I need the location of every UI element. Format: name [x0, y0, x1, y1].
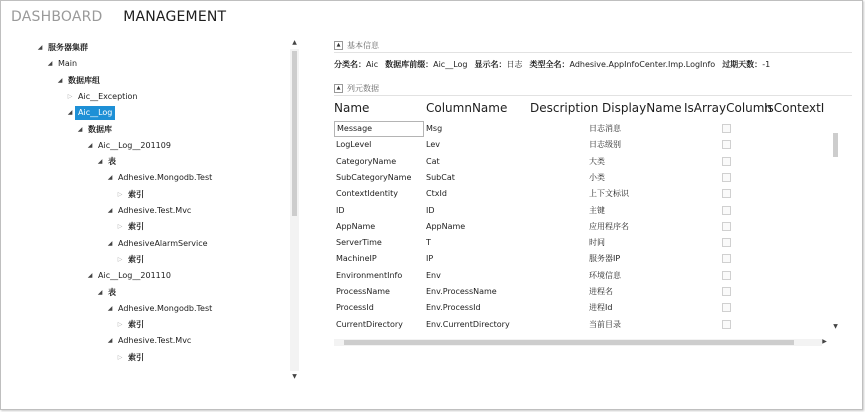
tree-node-label[interactable]: Adhesive.Mongodb.Test: [118, 303, 213, 313]
tree-node-label[interactable]: Adhesive.Test.Mvc: [118, 206, 192, 215]
cell-display-name[interactable]: 日志级别: [589, 140, 621, 150]
column-header[interactable]: Description: [530, 101, 599, 115]
info-key: 显示名：: [474, 60, 507, 69]
cell-display-name[interactable]: 服务器IP: [589, 254, 621, 264]
cell-display-name[interactable]: 日志消息: [589, 124, 621, 133]
cell-column-name[interactable]: CtxId: [426, 189, 447, 199]
tree-scroll-up-icon[interactable]: ▲: [292, 39, 297, 46]
cell-name[interactable]: ProcessId: [336, 303, 374, 313]
grid-scrollbar[interactable]: [831, 119, 840, 327]
info-key: 类型全名：: [529, 60, 570, 69]
cell-name[interactable]: AppName: [336, 221, 376, 231]
expanded-icon[interactable]: ◢: [87, 141, 93, 149]
is-array-checkbox[interactable]: [722, 140, 731, 149]
is-array-checkbox[interactable]: [722, 124, 731, 133]
column-header[interactable]: IsContextI: [764, 101, 825, 115]
is-array-checkbox[interactable]: [722, 287, 731, 296]
table-row[interactable]: [334, 121, 834, 137]
tree-node-label[interactable]: 索引: [128, 352, 144, 362]
is-array-checkbox[interactable]: [722, 157, 731, 166]
tree-node-label[interactable]: Aic__Log: [75, 106, 115, 120]
tree-node-label[interactable]: 表: [108, 157, 116, 167]
is-array-checkbox[interactable]: [722, 173, 731, 182]
tree-node-label[interactable]: 索引: [128, 189, 144, 199]
collapsed-icon[interactable]: ▷: [117, 190, 123, 198]
cell-display-name[interactable]: 时间: [589, 238, 605, 248]
column-header[interactable]: ColumnName: [426, 101, 508, 115]
cell-column-name[interactable]: IP: [426, 254, 434, 264]
cell-display-name[interactable]: 环境信息: [589, 270, 621, 280]
tree-node[interactable]: [65, 106, 115, 120]
collapsed-icon[interactable]: ▷: [67, 92, 73, 100]
cell-column-name[interactable]: T: [426, 238, 431, 248]
tree-node[interactable]: [105, 302, 215, 316]
tree-node-label[interactable]: 服务器集群: [48, 43, 88, 52]
tree-scrollbar[interactable]: [290, 49, 299, 371]
tree-node-label[interactable]: 索引: [128, 254, 144, 264]
expanded-icon[interactable]: ◢: [37, 44, 43, 51]
collapse-icon[interactable]: ▲: [334, 41, 343, 50]
columns-title: 列元数据: [347, 84, 379, 93]
expanded-icon[interactable]: ◢: [47, 60, 53, 68]
tree-node-label[interactable]: 表: [108, 287, 116, 297]
grid-hscroll-thumb[interactable]: [344, 340, 794, 345]
cell-name[interactable]: ContextIdentity: [336, 189, 398, 199]
is-array-checkbox[interactable]: [722, 320, 731, 329]
tree-node[interactable]: [105, 237, 211, 251]
cell-column-name[interactable]: Env: [426, 270, 441, 280]
tree-node[interactable]: [95, 155, 119, 169]
info-value: -1: [762, 60, 771, 69]
table-row[interactable]: [334, 186, 834, 202]
cell-name[interactable]: ProcessName: [336, 287, 390, 296]
tree-node[interactable]: [85, 269, 174, 283]
tree-node[interactable]: [115, 318, 147, 332]
cell-name[interactable]: Message: [334, 121, 424, 137]
tree-scroll-thumb[interactable]: [292, 51, 297, 216]
tree-node[interactable]: [105, 171, 215, 185]
tree-scroll-down-icon[interactable]: ▼: [292, 373, 297, 380]
tree-node[interactable]: [65, 90, 140, 104]
collapsed-icon[interactable]: ▷: [117, 321, 123, 329]
info-value: 日志: [506, 60, 523, 69]
column-header[interactable]: Name: [334, 101, 370, 115]
expanded-icon[interactable]: ◢: [107, 239, 113, 247]
column-header[interactable]: DisplayName: [602, 101, 682, 115]
basic-info-title: 基本信息: [347, 41, 379, 50]
expanded-icon[interactable]: ◢: [77, 125, 83, 133]
cell-name[interactable]: ServerTime: [336, 238, 382, 248]
is-array-checkbox[interactable]: [722, 271, 731, 280]
cell-name[interactable]: SubCategoryName: [336, 172, 412, 182]
expanded-icon[interactable]: ◢: [107, 304, 113, 312]
table-row[interactable]: [334, 284, 834, 300]
tree-node-label[interactable]: 索引: [128, 320, 144, 330]
cell-column-name[interactable]: ID: [426, 205, 435, 215]
cell-display-name[interactable]: 小类: [589, 172, 605, 182]
column-header[interactable]: IsArrayColumn: [684, 101, 773, 115]
tree-node[interactable]: [105, 334, 194, 348]
cell-display-name[interactable]: 当前目录: [589, 319, 621, 329]
tree-node-label[interactable]: AdhesiveAlarmService: [118, 238, 208, 248]
nav-management[interactable]: MANAGEMENT: [123, 9, 227, 25]
table-row[interactable]: [334, 170, 834, 186]
tree-node[interactable]: [115, 220, 147, 234]
info-key: 数据库前缀：: [385, 60, 434, 69]
tree-node-label[interactable]: Adhesive.Test.Mvc: [118, 336, 192, 346]
cell-column-name[interactable]: Msg: [426, 124, 443, 133]
info-key: 分类名：: [334, 60, 366, 69]
expanded-icon[interactable]: ◢: [107, 337, 113, 345]
is-array-checkbox[interactable]: [722, 189, 731, 198]
cell-column-name[interactable]: Env.CurrentDirectory: [426, 319, 510, 329]
server-tree[interactable]: [1, 39, 299, 384]
expanded-icon[interactable]: ◢: [87, 272, 93, 280]
cell-column-name[interactable]: Cat: [426, 156, 440, 166]
grid-hscrollbar[interactable]: [334, 339, 822, 346]
expanded-icon[interactable]: ◢: [97, 158, 103, 166]
cell-name[interactable]: LogLevel: [336, 140, 372, 150]
is-array-checkbox[interactable]: [722, 206, 731, 215]
tree-node[interactable]: [115, 188, 147, 202]
grid-scroll-thumb[interactable]: [833, 133, 838, 157]
is-array-checkbox[interactable]: [722, 254, 731, 263]
cell-name[interactable]: CategoryName: [336, 156, 397, 166]
collapsed-icon[interactable]: ▷: [117, 255, 123, 263]
is-array-checkbox[interactable]: [722, 238, 731, 247]
tree-node[interactable]: [115, 351, 147, 365]
expanded-icon[interactable]: ◢: [97, 288, 103, 296]
tree-node[interactable]: [95, 286, 119, 300]
table-row[interactable]: [334, 137, 834, 153]
tree-node-label[interactable]: Adhesive.Mongodb.Test: [118, 173, 213, 183]
tree-node[interactable]: [55, 74, 103, 88]
info-value: Aic: [366, 60, 379, 69]
tree-node-label[interactable]: Aic__Log__201110: [98, 271, 171, 281]
tree-node-label[interactable]: Aic__Log__201109: [98, 140, 171, 150]
table-row[interactable]: [334, 219, 834, 235]
cell-display-name[interactable]: 大类: [589, 156, 605, 166]
is-array-checkbox[interactable]: [722, 303, 731, 312]
expanded-icon[interactable]: ◢: [57, 76, 63, 84]
expanded-icon[interactable]: ◢: [107, 207, 113, 214]
info-value: Aic__Log: [433, 60, 468, 69]
table-row[interactable]: [334, 300, 834, 316]
tree-node[interactable]: [75, 123, 115, 137]
tree-node[interactable]: [105, 204, 194, 218]
collapsed-icon[interactable]: ▷: [117, 353, 123, 361]
cell-display-name[interactable]: 主键: [589, 205, 605, 215]
cell-display-name[interactable]: 上下文标识: [589, 189, 629, 199]
tree-node-label[interactable]: 数据库组: [68, 75, 100, 85]
table-row[interactable]: [334, 203, 834, 219]
table-row[interactable]: [334, 268, 834, 284]
columns-header[interactable]: [334, 83, 379, 94]
table-row[interactable]: [334, 235, 834, 251]
cell-display-name[interactable]: 进程名: [589, 287, 613, 296]
table-row[interactable]: [334, 317, 834, 333]
tree-node-label[interactable]: 索引: [128, 222, 144, 232]
tree-node[interactable]: [35, 41, 91, 55]
is-array-checkbox[interactable]: [722, 222, 731, 231]
cell-column-name[interactable]: SubCat: [426, 172, 455, 182]
cell-display-name[interactable]: 进程Id: [589, 303, 613, 313]
cell-column-name[interactable]: AppName: [426, 221, 466, 231]
tree-node-label[interactable]: Aic__Exception: [78, 91, 138, 101]
cell-name[interactable]: CurrentDirectory: [336, 319, 403, 329]
top-nav: [11, 9, 242, 25]
cell-column-name[interactable]: Env.ProcessName: [426, 287, 497, 296]
columns-grid[interactable]: [334, 101, 834, 333]
table-row[interactable]: [334, 251, 834, 267]
basic-info-fields: [334, 59, 777, 70]
grid-scroll-right-icon[interactable]: ▶: [822, 338, 827, 345]
cell-column-name[interactable]: Env.ProcessId: [426, 303, 481, 313]
cell-display-name[interactable]: 应用程序名: [589, 221, 629, 231]
tree-node[interactable]: [85, 139, 174, 153]
basic-info-header[interactable]: [334, 40, 379, 51]
table-row[interactable]: [334, 154, 834, 170]
expanded-icon[interactable]: ◢: [107, 174, 113, 182]
cell-name[interactable]: ID: [336, 205, 345, 215]
tree-node-label[interactable]: Main: [58, 59, 78, 69]
collapsed-icon[interactable]: ▷: [117, 223, 123, 231]
expanded-icon[interactable]: ◢: [67, 109, 73, 117]
tree-node[interactable]: [115, 253, 147, 267]
nav-dashboard[interactable]: DASHBOARD: [11, 9, 103, 25]
tree-node[interactable]: [45, 57, 80, 71]
info-key: 过期天数：: [722, 60, 763, 69]
cell-column-name[interactable]: Lev: [426, 140, 440, 150]
divider: [334, 95, 852, 96]
cell-name[interactable]: EnvironmentInfo: [336, 270, 403, 280]
cell-name[interactable]: MachineIP: [336, 254, 377, 264]
info-value: Adhesive.AppInfoCenter.Imp.LogInfo: [569, 60, 716, 69]
tree-node-label[interactable]: 数据库: [88, 124, 112, 134]
grid-scroll-down-icon[interactable]: ▼: [833, 323, 838, 330]
divider: [334, 52, 852, 53]
collapse-icon[interactable]: ▲: [334, 84, 343, 93]
